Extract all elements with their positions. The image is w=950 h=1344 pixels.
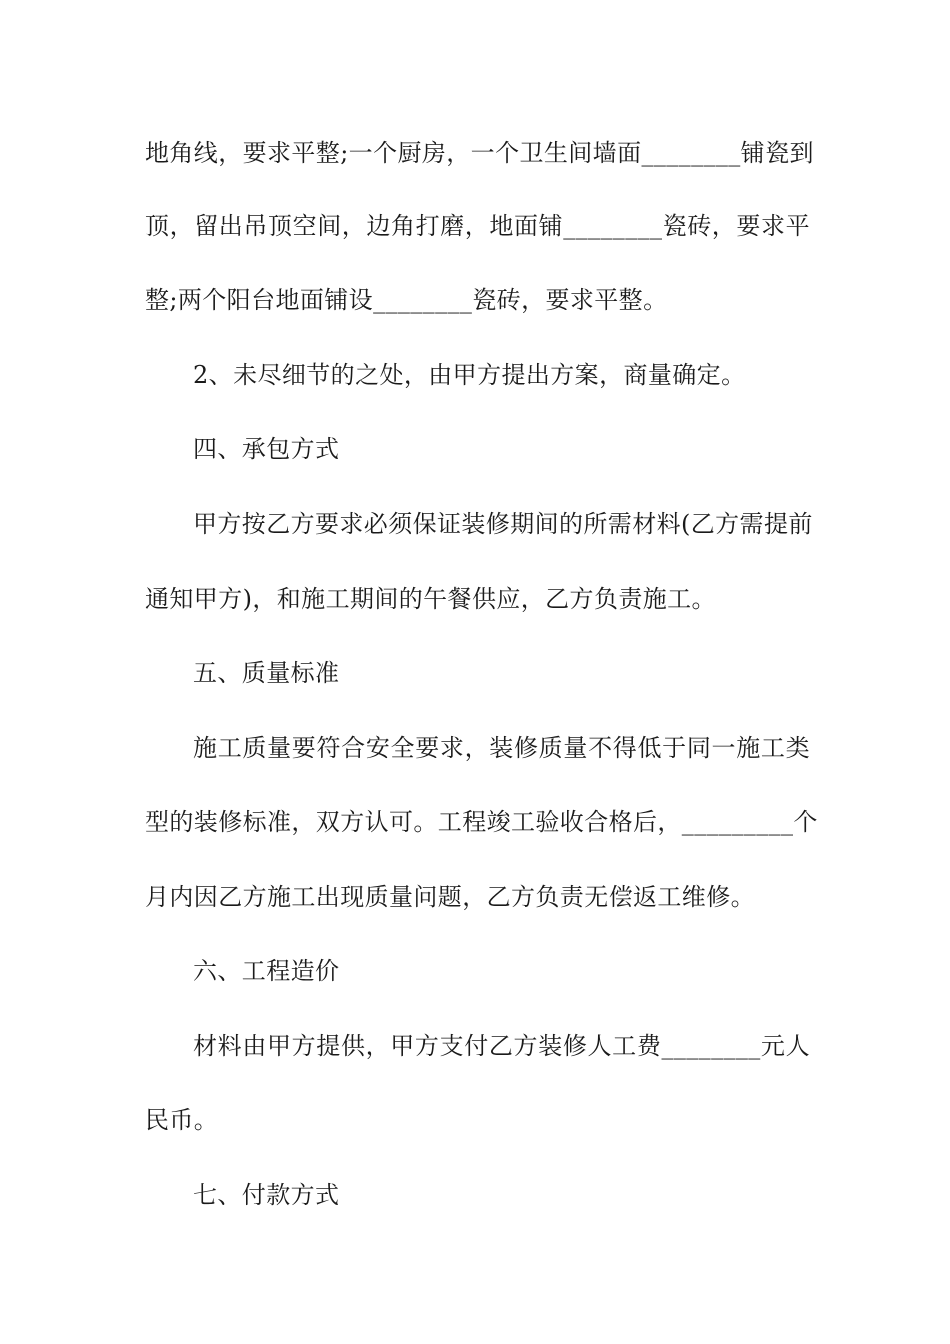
section-heading: 四、承包方式: [193, 435, 340, 463]
paragraph-line: 月内因乙方施工出现质量问题，乙方负责无偿返工维修。: [145, 883, 755, 911]
paragraph-line: 地角线，要求平整;一个厨房，一个卫生间墙面________铺瓷到: [145, 139, 814, 167]
paragraph-line: 型的装修标准，双方认可。工程竣工验收合格后，_________个: [145, 808, 818, 836]
paragraph-line: 材料由甲方提供，甲方支付乙方装修人工费________元人: [193, 1032, 810, 1060]
section-heading: 五、质量标准: [193, 659, 340, 687]
paragraph-line: 2、未尽细节的之处，由甲方提出方案，商量确定。: [193, 361, 746, 389]
paragraph-line: 施工质量要符合安全要求，装修质量不得低于同一施工类: [193, 734, 810, 762]
paragraph-line: 民币。: [145, 1106, 219, 1134]
paragraph-line: 顶，留出吊顶空间，边角打磨，地面铺________瓷砖，要求平: [145, 212, 810, 240]
section-heading: 七、付款方式: [193, 1181, 340, 1209]
section-heading: 六、工程造价: [193, 957, 340, 985]
paragraph-line: 甲方按乙方要求必须保证装修期间的所需材料(乙方需提前: [193, 510, 813, 538]
paragraph-line: 整;两个阳台地面铺设________瓷砖，要求平整。: [145, 286, 668, 314]
paragraph-line: 通知甲方)，和施工期间的午餐供应，乙方负责施工。: [145, 585, 716, 613]
